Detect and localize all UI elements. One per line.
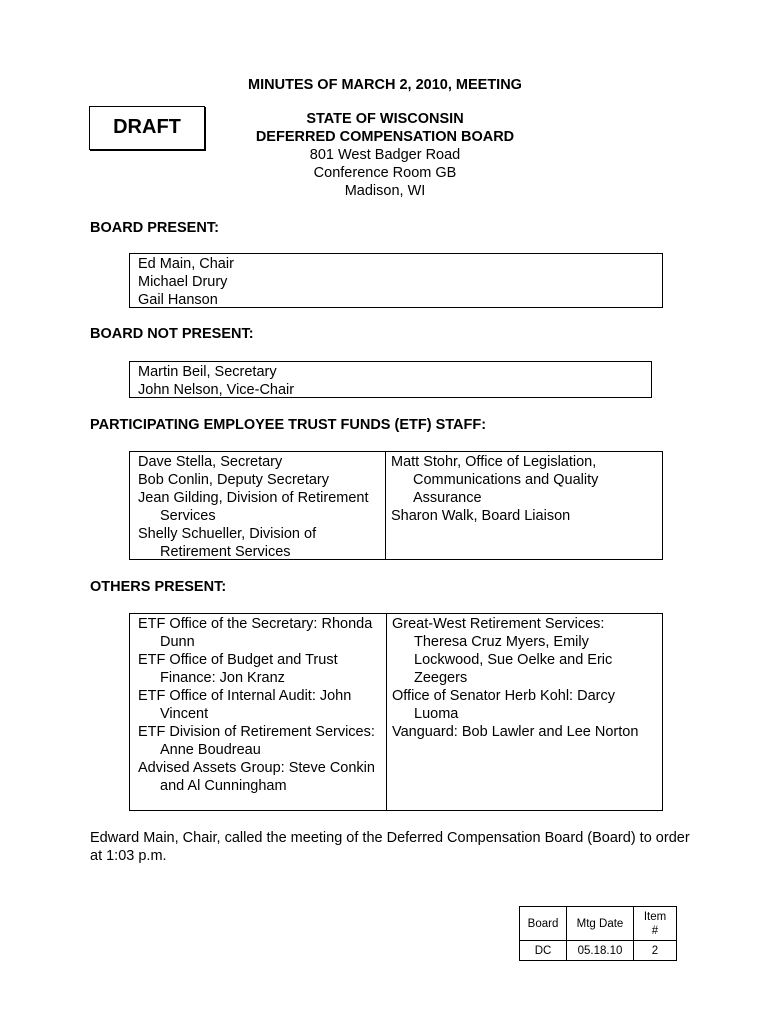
table-row [520,941,677,961]
others-left-column [130,614,386,810]
list-item: Bob Conlin, Deputy Secretary [138,472,330,488]
table-cell-board: DC [520,941,567,961]
etf-staff-table [129,451,663,560]
list-item: Martin Beil, Secretary [138,364,277,380]
address-city: Madison, WI [344,183,426,199]
board-present-list [129,253,663,308]
table-header-mtg-date: Mtg Date [567,907,634,941]
etf-staff-right-column [385,452,662,559]
list-item: Matt Stohr, Office of Legislation, Communications and Quality Assurance [391,454,599,506]
list-item: Great-West Retirement Services: Theresa Cruz Myers, Emily Lockwood, Sue Oelke and Eric Zeegers [392,616,613,686]
board-not-present-heading: BOARD NOT PRESENT: [90,326,254,342]
list-item: Shelly Schueller, Division of Retirement Services [138,526,317,560]
table-cell-item: 2 [634,941,677,961]
table-row [520,907,677,941]
table-cell-mtg-date: 05.18.10 [567,941,634,961]
list-item: ETF Division of Retirement Services: Anne Boudreau [138,724,375,758]
list-item: Michael Drury [138,274,228,290]
page-title: MINUTES OF MARCH 2, 2010, MEETING [248,77,522,93]
list-item: Sharon Walk, Board Liaison [391,508,571,524]
org-state: STATE OF WISCONSIN [306,111,464,127]
board-not-present-list [129,361,652,398]
organization-header [220,110,550,200]
others-present-heading: OTHERS PRESENT: [90,579,227,595]
etf-staff-left-column [130,452,385,559]
list-item: Advised Assets Group: Steve Conkin and Al Cunningham [138,760,375,794]
list-item: Office of Senator Herb Kohl: Darcy Luoma [392,688,615,722]
list-item: Ed Main, Chair [138,256,234,272]
draft-stamp: DRAFT [89,106,205,150]
list-item: Vanguard: Bob Lawler and Lee Norton [392,724,639,740]
list-item: Jean Gilding, Division of Retirement Services [138,490,369,524]
address-street: 801 West Badger Road [309,147,461,163]
list-item: ETF Office of Internal Audit: John Vincent [138,688,352,722]
call-to-order-paragraph: Edward Main, Chair, called the meeting of the Deferred Compensation Board (Board) to order at 1:03 p.m. [90,830,690,864]
others-right-column [386,614,662,810]
board-present-heading: BOARD PRESENT: [90,220,219,236]
others-present-table [129,613,663,811]
list-item: Gail Hanson [138,292,218,308]
address-room: Conference Room GB [313,165,457,181]
reference-table [519,906,677,961]
table-header-board: Board [520,907,567,941]
list-item: ETF Office of the Secretary: Rhonda Dunn [138,616,373,650]
org-board: DEFERRED COMPENSATION BOARD [255,129,515,145]
table-header-item: Item # [634,907,677,941]
list-item: Dave Stella, Secretary [138,454,283,470]
etf-staff-heading: PARTICIPATING EMPLOYEE TRUST FUNDS (ETF) STAFF: [90,417,487,433]
list-item: ETF Office of Budget and Trust Finance: Jon Kranz [138,652,338,686]
list-item: John Nelson, Vice-Chair [138,382,295,398]
